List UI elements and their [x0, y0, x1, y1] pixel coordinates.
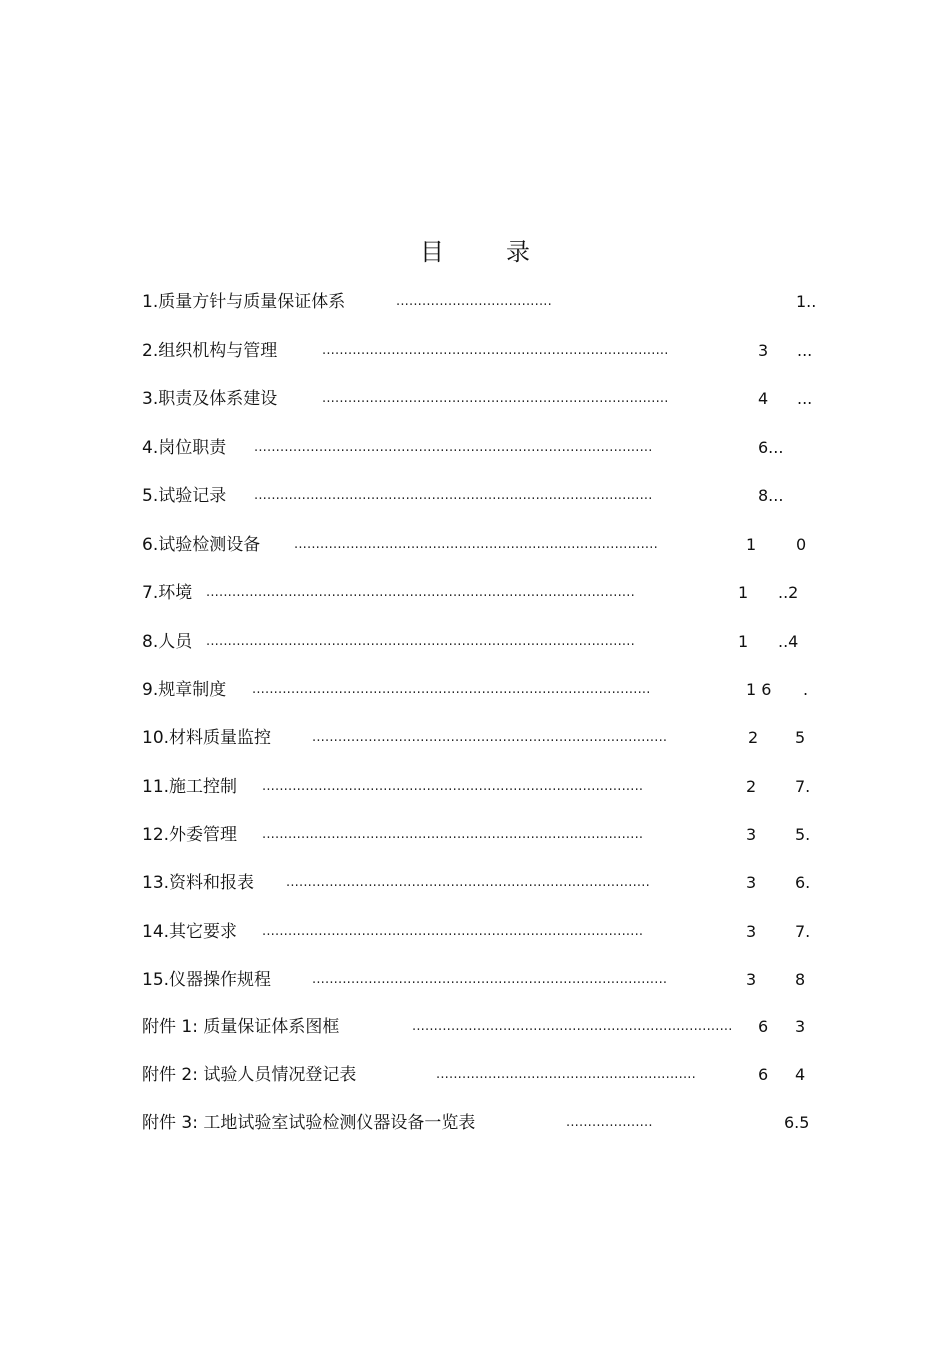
toc-heading-char-2: 录	[506, 238, 530, 266]
toc-leader-dots: ....................................................................................	[286, 875, 650, 890]
toc-entry-appendix-3[interactable]	[0, 1111, 950, 1135]
toc-page-number: 2	[748, 728, 759, 747]
toc-page-suffix: 6.	[795, 873, 811, 892]
toc-page-number: 3	[746, 970, 757, 989]
toc-page-number: 1 6	[746, 680, 772, 699]
toc-page-number: 1..	[796, 292, 817, 311]
toc-page-suffix: ...	[797, 389, 813, 408]
toc-leader-dots: ..................................................................................	[312, 730, 668, 745]
toc-page-suffix: 3	[795, 1017, 806, 1036]
toc-leader-dots: ............................................................................................	[252, 682, 651, 697]
toc-entry-14[interactable]	[0, 920, 950, 944]
toc-entry-3[interactable]	[0, 387, 950, 411]
toc-entry-title: 7.环境	[142, 583, 193, 603]
toc-page-suffix: 5.	[795, 825, 811, 844]
toc-entry-7[interactable]	[0, 581, 950, 605]
toc-page-number: 6...	[758, 438, 784, 457]
toc-entry-appendix-2[interactable]	[0, 1063, 950, 1087]
toc-entry-2[interactable]	[0, 339, 950, 363]
toc-entry-10[interactable]	[0, 726, 950, 750]
toc-leader-dots: ....................................................................................	[294, 537, 658, 552]
toc-leader-dots: ............................................................	[436, 1067, 696, 1082]
toc-page-number: 3	[746, 873, 757, 892]
toc-leader-dots: ....................................	[396, 294, 552, 309]
toc-entry-5[interactable]	[0, 484, 950, 508]
toc-entry-title: 12.外委管理	[142, 825, 238, 845]
toc-page-suffix: ..4	[778, 632, 799, 651]
toc-entry-title: 1.质量方针与质量保证体系	[142, 292, 346, 312]
toc-entry-title: 附件 2: 试验人员情况登记表	[142, 1065, 357, 1085]
toc-leader-dots: ...................................................................................................	[206, 634, 635, 649]
toc-entry-11[interactable]	[0, 775, 950, 799]
toc-heading	[0, 232, 950, 267]
toc-page-number: 6	[758, 1017, 769, 1036]
toc-page-suffix: 5	[795, 728, 806, 747]
toc-entry-title: 5.试验记录	[142, 486, 227, 506]
toc-page-number: 3	[746, 825, 757, 844]
toc-page-suffix: .	[803, 680, 809, 699]
toc-page-number: 3	[746, 922, 757, 941]
toc-entry-title: 3.职责及体系建设	[142, 389, 278, 409]
toc-entry-15[interactable]	[0, 968, 950, 992]
toc-page-number: 8...	[758, 486, 784, 505]
toc-entry-13[interactable]	[0, 871, 950, 895]
toc-leader-dots: ..................................................................................	[312, 972, 668, 987]
toc-page-number: 1	[746, 535, 757, 554]
toc-entry-title: 2.组织机构与管理	[142, 341, 278, 361]
toc-entry-title: 8.人员	[142, 632, 193, 652]
toc-entry-title: 6.试验检测设备	[142, 535, 261, 555]
toc-page-number: 6.5	[784, 1113, 810, 1132]
toc-page-suffix: 0	[796, 535, 807, 554]
toc-page-suffix: 7.	[795, 922, 811, 941]
toc-leader-dots: ................................................................................	[322, 343, 669, 358]
toc-page-suffix: ..2	[778, 583, 799, 602]
toc-entry-title: 13.资料和报表	[142, 873, 255, 893]
toc-entry-12[interactable]	[0, 823, 950, 847]
toc-entry-8[interactable]	[0, 630, 950, 654]
toc-entry-6[interactable]	[0, 533, 950, 557]
toc-entry-title: 15.仪器操作规程	[142, 970, 272, 990]
toc-entry-title: 14.其它要求	[142, 922, 238, 942]
toc-heading-char-1: 目	[420, 238, 444, 266]
toc-entry-4[interactable]	[0, 436, 950, 460]
toc-entry-title: 4.岗位职责	[142, 438, 227, 458]
toc-page-number: 1	[738, 632, 749, 651]
toc-page-suffix: ...	[797, 341, 813, 360]
toc-page-suffix: 8	[795, 970, 806, 989]
toc-page-number: 3	[758, 341, 769, 360]
toc-leader-dots: ...................................................................................................	[206, 585, 635, 600]
toc-page-suffix: 4	[795, 1065, 806, 1084]
toc-page-number: 6	[758, 1065, 769, 1084]
toc-page-number: 1	[738, 583, 749, 602]
toc-entry-title: 9.规章制度	[142, 680, 227, 700]
toc-leader-dots: ............................................................................................	[254, 488, 653, 503]
toc-entry-appendix-1[interactable]	[0, 1015, 950, 1039]
toc-page-suffix: 7.	[795, 777, 811, 796]
toc-leader-dots: ........................................................................................	[262, 779, 644, 794]
toc-entry-title: 10.材料质量监控	[142, 728, 272, 748]
toc-leader-dots: ............................................................................................	[254, 440, 653, 455]
toc-leader-dots: ..........................................................................	[412, 1019, 733, 1034]
toc-entry-9[interactable]	[0, 678, 950, 702]
toc-leader-dots: ........................................................................................	[262, 827, 644, 842]
toc-entry-1[interactable]	[0, 290, 950, 314]
toc-entry-title: 附件 3: 工地试验室试验检测仪器设备一览表	[142, 1113, 476, 1133]
toc-entry-title: 附件 1: 质量保证体系图框	[142, 1017, 340, 1037]
toc-leader-dots: ....................	[566, 1115, 653, 1130]
toc-entry-title: 11.施工控制	[142, 777, 238, 797]
toc-leader-dots: ................................................................................	[322, 391, 669, 406]
toc-leader-dots: ........................................................................................	[262, 924, 644, 939]
toc-page-number: 2	[746, 777, 757, 796]
toc-page-number: 4	[758, 389, 769, 408]
